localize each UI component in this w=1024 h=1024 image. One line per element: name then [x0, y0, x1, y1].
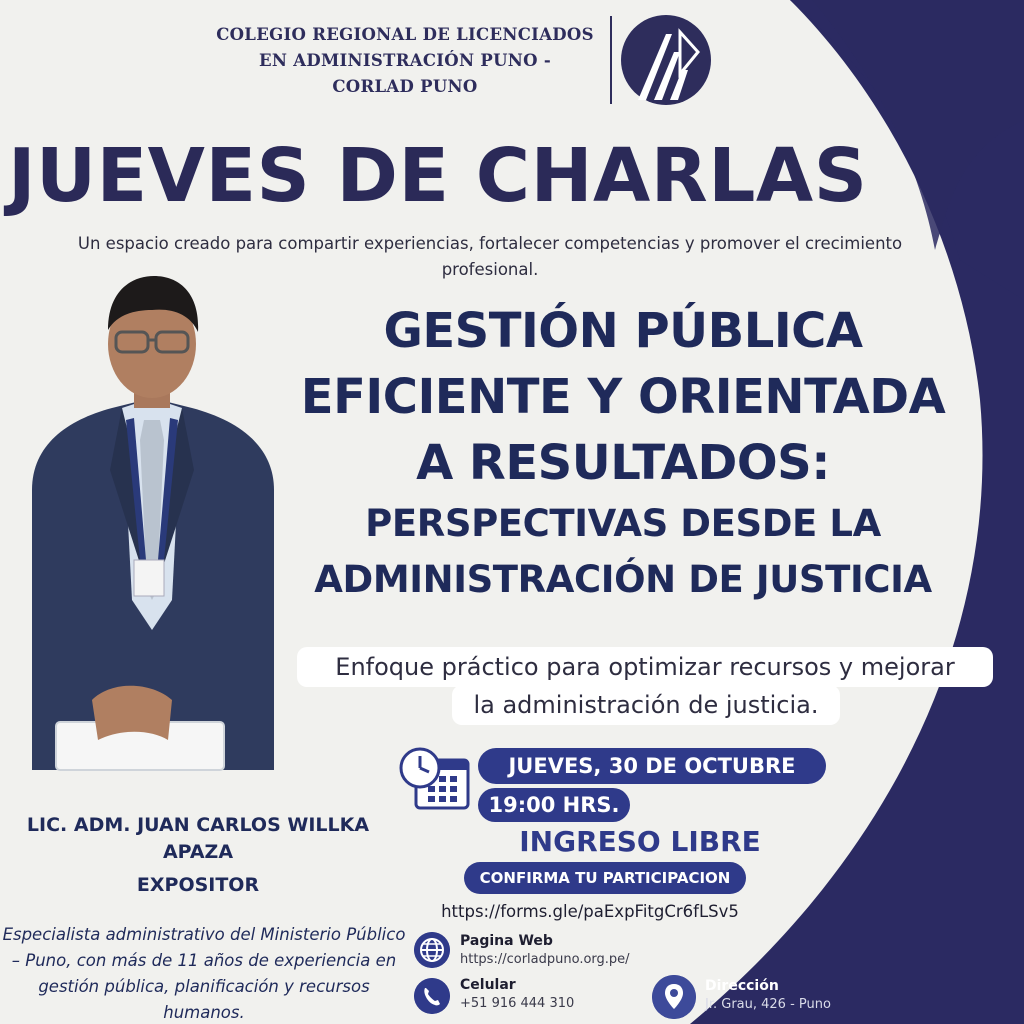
focus-text-line: la administración de justicia. — [452, 685, 840, 725]
phone-number: +51 916 444 310 — [460, 996, 575, 1011]
topic-line: GESTIÓN PÚBLICA — [383, 303, 863, 359]
speaker-role: EXPOSITOR — [136, 874, 260, 896]
focus-text-line: Enfoque práctico para optimizar recursos y mejorar — [297, 647, 993, 687]
globe-icon — [414, 932, 450, 968]
talk-topic — [238, 298, 1008, 608]
web-url-link[interactable]: https://corladpuno.org.pe/ — [460, 952, 630, 967]
header-divider — [610, 16, 612, 104]
admission-label: INGRESO LIBRE — [519, 825, 761, 858]
organization-name — [190, 22, 620, 100]
speaker-bio: Especialista administrativo del Ministerio Público – Puno, con más de 11 años de experiencia en gestión pública, planificación y recursos humanos. — [2, 925, 406, 1022]
speaker-name — [0, 812, 396, 866]
speaker-name-line: APAZA — [162, 841, 234, 863]
address-label: Dirección — [705, 978, 779, 994]
event-date: JUEVES, 30 DE OCTUBRE — [478, 748, 826, 784]
topic-line: EFICIENTE Y ORIENTADA — [300, 369, 946, 425]
topic-line: A RESULTADOS: — [416, 435, 830, 491]
event-title: JUEVES DE CHARLAS — [8, 133, 868, 219]
organization-name-line: COLEGIO REGIONAL DE LICENCIADOS — [216, 25, 594, 44]
event-subtitle: Un espacio creado para compartir experiencias, fortalecer competencias y promover el crecimiento profesional. — [77, 234, 903, 279]
location-pin-icon — [652, 975, 696, 1019]
phone-label: Celular — [460, 977, 516, 993]
registration-form-link[interactable]: https://forms.gle/paExpFitgCr6fLSv5 — [441, 902, 739, 921]
topic-line: ADMINISTRACIÓN DE JUSTICIA — [314, 558, 932, 601]
clock-calendar-icon — [398, 744, 472, 812]
phone-icon — [414, 978, 450, 1014]
speaker-name-line: LIC. ADM. JUAN CARLOS WILLKA — [26, 814, 370, 836]
event-time: 19:00 HRS. — [478, 788, 630, 822]
topic-line: PERSPECTIVAS DESDE LA — [365, 502, 881, 545]
web-label: Pagina Web — [460, 933, 553, 949]
confirm-participation-button[interactable]: CONFIRMA TU PARTICIPACION — [464, 862, 746, 894]
organization-name-line: EN ADMINISTRACIÓN PUNO - — [258, 51, 552, 70]
organization-name-line: CORLAD PUNO — [332, 77, 478, 96]
logo — [620, 14, 712, 106]
address-value: Jr. Grau, 426 - Puno — [705, 997, 831, 1012]
